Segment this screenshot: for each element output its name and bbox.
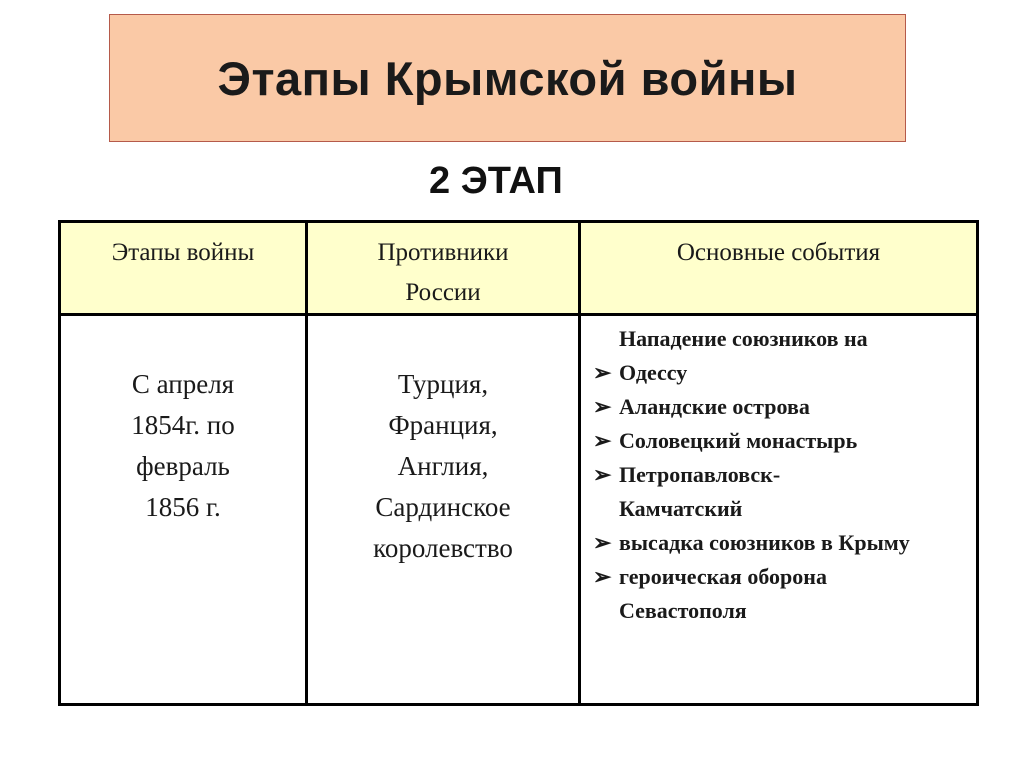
arrow-bullet-icon: ➢	[593, 564, 612, 589]
opponent-line: Сардинское	[375, 492, 511, 522]
table-header-row	[60, 222, 978, 315]
opponent-line: Франция,	[388, 410, 498, 440]
period-line: 1854г. по	[131, 410, 235, 440]
list-item: ➢ высадка союзников в Крыму	[593, 526, 919, 560]
period-line: февраль	[136, 451, 230, 481]
events-list	[593, 356, 976, 628]
opponent-line: Турция,	[397, 369, 489, 399]
war-stages-table	[58, 220, 979, 706]
header-cell-stages: Этапы войны	[60, 222, 307, 315]
events-cell	[580, 315, 978, 705]
opponent-line: королевство	[373, 533, 513, 563]
period-cell	[60, 315, 307, 705]
header-cell-events: Основные события	[580, 222, 978, 315]
table-row	[60, 315, 978, 705]
opponent-line: Англия,	[397, 451, 489, 481]
arrow-bullet-icon: ➢	[593, 360, 612, 385]
header-cell-opponents: Противники России	[307, 222, 580, 315]
arrow-bullet-icon: ➢	[593, 394, 612, 419]
slide-title: Этапы Крымской войны	[217, 51, 798, 105]
title-banner	[109, 14, 906, 142]
list-item: ➢ Соловецкий монастырь	[593, 424, 976, 458]
opponents-cell	[307, 315, 580, 705]
period-line: С апреля	[131, 369, 235, 399]
arrow-bullet-icon: ➢	[593, 428, 612, 453]
list-item: ➢ Аландские острова	[593, 390, 976, 424]
list-item: ➢ Петропавловск-Камчатский	[593, 458, 839, 526]
list-item: ➢ героическая оборона Севастополя	[593, 560, 919, 628]
arrow-bullet-icon: ➢	[593, 530, 612, 555]
stage-label: 2 ЭТАП	[429, 160, 563, 202]
list-item: ➢ Одессу	[593, 356, 976, 390]
period-line: 1856 г.	[145, 492, 221, 522]
events-intro: Нападение союзников на	[619, 326, 868, 351]
arrow-bullet-icon: ➢	[593, 462, 612, 487]
